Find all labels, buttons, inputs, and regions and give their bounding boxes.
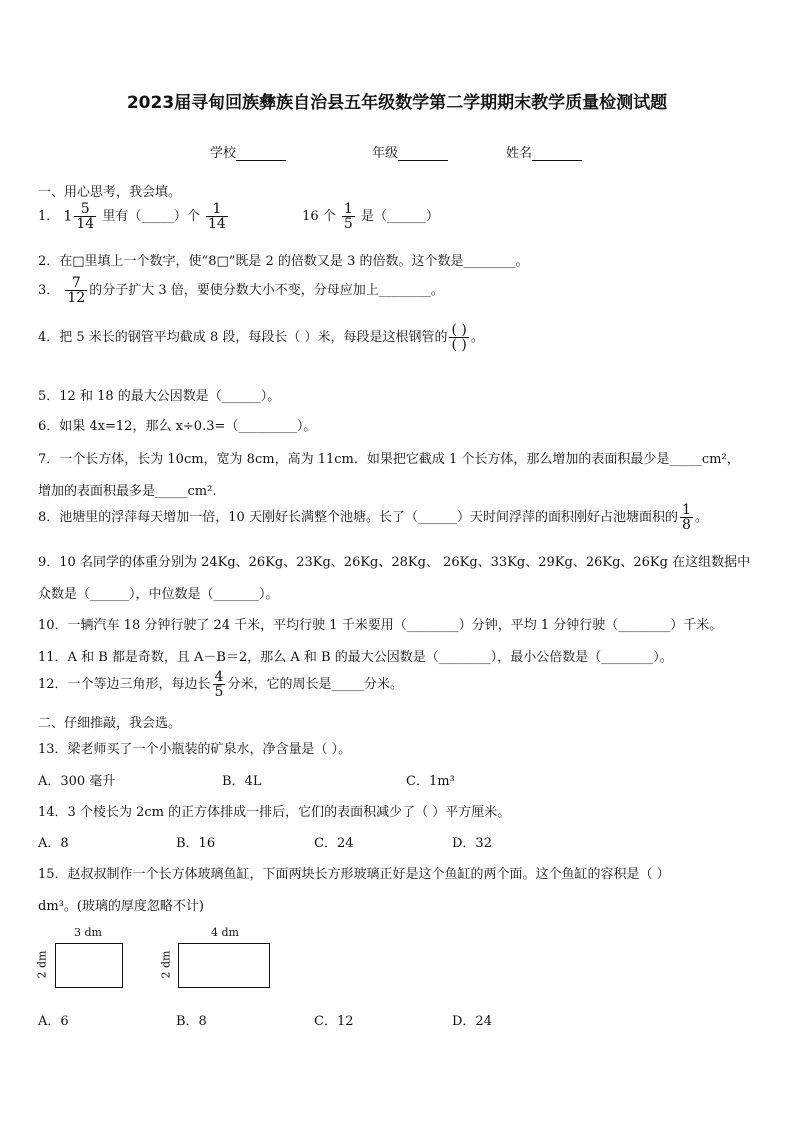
q1-b-numerator: 1	[212, 201, 222, 217]
q1-fraction-d	[342, 202, 355, 231]
grade-field	[372, 142, 448, 161]
figure-rectangle-3x2	[35, 926, 138, 996]
q1-number: 1．	[38, 209, 60, 224]
q1-text-c-close: ）	[426, 209, 440, 224]
figure-rectangle-4x2	[159, 926, 282, 996]
q12-denominator: 5	[214, 684, 224, 700]
question-11: 11．A 和 B 都是奇数，且 A－B＝2，那么 A 和 B 的最大公因数是（________），最小公倍数是（________）。	[38, 650, 673, 665]
q4-denominator-blank[interactable]: ( )	[451, 337, 467, 353]
question-10: 10．一辆汽车 18 分钟行驶了 24 千米，平均行驶 1 千米要用（________）分钟，平均 1 分钟行驶（________）千米。	[38, 618, 723, 633]
question-6: 6．如果 4x=12，那么 x÷0.3=（_________）。	[38, 419, 317, 434]
q1-d-denominator: 5	[343, 216, 353, 232]
q8-end: 。	[694, 510, 708, 525]
question-1	[38, 202, 439, 231]
fig1-width-label: 3 dm	[74, 926, 102, 939]
question-3	[38, 276, 444, 305]
q1-blank-a[interactable]: _____	[141, 209, 174, 224]
question-7-line-2: 增加的表面积最多是_____cm².	[38, 484, 217, 499]
question-12	[38, 670, 403, 699]
q4-text: 4．把 5 米长的钢管平均截成 8 段，每段长（ ）米，每段是这根钢管的	[38, 330, 448, 345]
q1-mixed-integer: 1	[63, 208, 73, 225]
section-2-heading: 二、仔细推敲，我会选。	[38, 716, 182, 731]
q1-blank-c[interactable]: ______	[387, 209, 426, 224]
q1-mixed-fraction	[74, 202, 96, 231]
q4-fraction	[449, 323, 468, 352]
q14-option-a[interactable]: A．8	[38, 836, 69, 851]
q1-b-denominator: 14	[207, 216, 226, 232]
q8-numerator: 1	[681, 502, 691, 518]
q8-text: 8．池塘里的浮萍每天增加一倍，10 天刚好长满整个池塘。长了（______）天时间浮萍的面积刚好占池塘面积的	[38, 510, 678, 525]
name-label: 姓名	[506, 146, 533, 161]
q8-denominator: 8	[681, 517, 691, 533]
question-8	[38, 503, 708, 532]
q1-mixed-denominator: 14	[76, 216, 95, 232]
q4-numerator-blank[interactable]: ( )	[451, 322, 467, 338]
question-9-line-2: 众数是（______），中位数是（_______）。	[38, 587, 279, 602]
q1-text-c: 16 个	[302, 209, 336, 224]
name-field	[506, 142, 582, 161]
name-blank[interactable]	[532, 147, 582, 161]
fig2-height-label: 2 dm	[159, 950, 173, 979]
section-1-heading: 一、用心思考，我会填。	[38, 185, 182, 200]
question-9-line-1: 9．10 名同学的体重分别为 24Kg、26Kg、23Kg、26Kg、28Kg、 26Kg、33Kg、29Kg、26Kg、26Kg 在这组数据中	[38, 555, 751, 570]
q13-option-a[interactable]: A．300 毫升	[38, 774, 116, 789]
question-5: 5．12 和 18 的最大公因数是（______）。	[38, 389, 281, 404]
q15-option-a[interactable]: A．6	[38, 1014, 69, 1029]
question-15-line-2: dm³。(玻璃的厚度忽略不计)	[38, 899, 205, 914]
q8-fraction	[680, 503, 693, 532]
q1-mixed-numerator: 5	[80, 201, 90, 217]
q15-option-d[interactable]: D．24	[452, 1014, 492, 1029]
question-2: 2．在□里填上一个数字，使“8□”既是 2 的倍数又是 3 的倍数。这个数是________。	[38, 254, 529, 269]
question-14: 14．3 个棱长为 2cm 的正方体排成一排后，它们的表面积减少了（ ）平方厘米。	[38, 805, 511, 820]
q14-option-c[interactable]: C．24	[314, 836, 354, 851]
fig1-height-label: 2 dm	[35, 950, 49, 979]
school-field	[210, 142, 286, 161]
question-15-line-1: 15．赵叔叔制作一个长方体玻璃鱼缸，下面两块长方形玻璃正好是这个鱼缸的两个面。这个鱼缸的容积是（ ）	[38, 867, 670, 882]
fig2-rectangle	[178, 943, 270, 988]
q1-d-numerator: 1	[343, 201, 353, 217]
q4-end: 。	[470, 330, 484, 345]
school-label: 学校	[210, 146, 237, 161]
school-blank[interactable]	[236, 147, 286, 161]
q14-option-d[interactable]: D．32	[452, 836, 492, 851]
q12-text-post: 分米，它的周长是_____分米。	[227, 677, 403, 692]
grade-label: 年级	[372, 146, 399, 161]
q12-text-pre: 12．一个等边三角形，每边长	[38, 677, 211, 692]
q3-fraction	[65, 276, 87, 305]
q13-option-b[interactable]: B．4L	[222, 774, 262, 789]
q1-text-a-end: ）个	[173, 209, 200, 224]
q3-denominator: 12	[67, 290, 86, 306]
q3-number: 3．	[38, 283, 60, 298]
q14-option-b[interactable]: B．16	[176, 836, 216, 851]
q15-option-c[interactable]: C．12	[314, 1014, 354, 1029]
q1-text-c-end: 是（	[360, 209, 387, 224]
q1-text-a: 里有（	[102, 209, 142, 224]
grade-blank[interactable]	[398, 147, 448, 161]
q15-option-b[interactable]: B．8	[176, 1014, 207, 1029]
q3-numerator: 7	[71, 275, 81, 291]
fig1-rectangle	[55, 943, 123, 988]
q3-text: 的分子扩大 3 倍，要使分数大小不变，分母应加上________。	[89, 283, 444, 298]
question-13: 13．梁老师买了一个小瓶装的矿泉水，净含量是（ ）。	[38, 742, 352, 757]
question-7-line-1: 7．一个长方体，长为 10cm，宽为 8cm，高为 11cm．如果把它截成 1 个长方体，那么增加的表面积最少是_____cm²，	[38, 452, 740, 467]
q12-fraction	[213, 670, 226, 699]
q1-fraction-b	[206, 202, 228, 231]
page-title: 2023届寻甸回族彝族自治县五年级数学第二学期期末教学质量检测试题	[126, 93, 668, 113]
fig2-width-label: 4 dm	[211, 926, 239, 939]
question-4	[38, 323, 484, 352]
q13-option-c[interactable]: C．1m³	[406, 774, 455, 789]
q12-numerator: 4	[214, 669, 224, 685]
